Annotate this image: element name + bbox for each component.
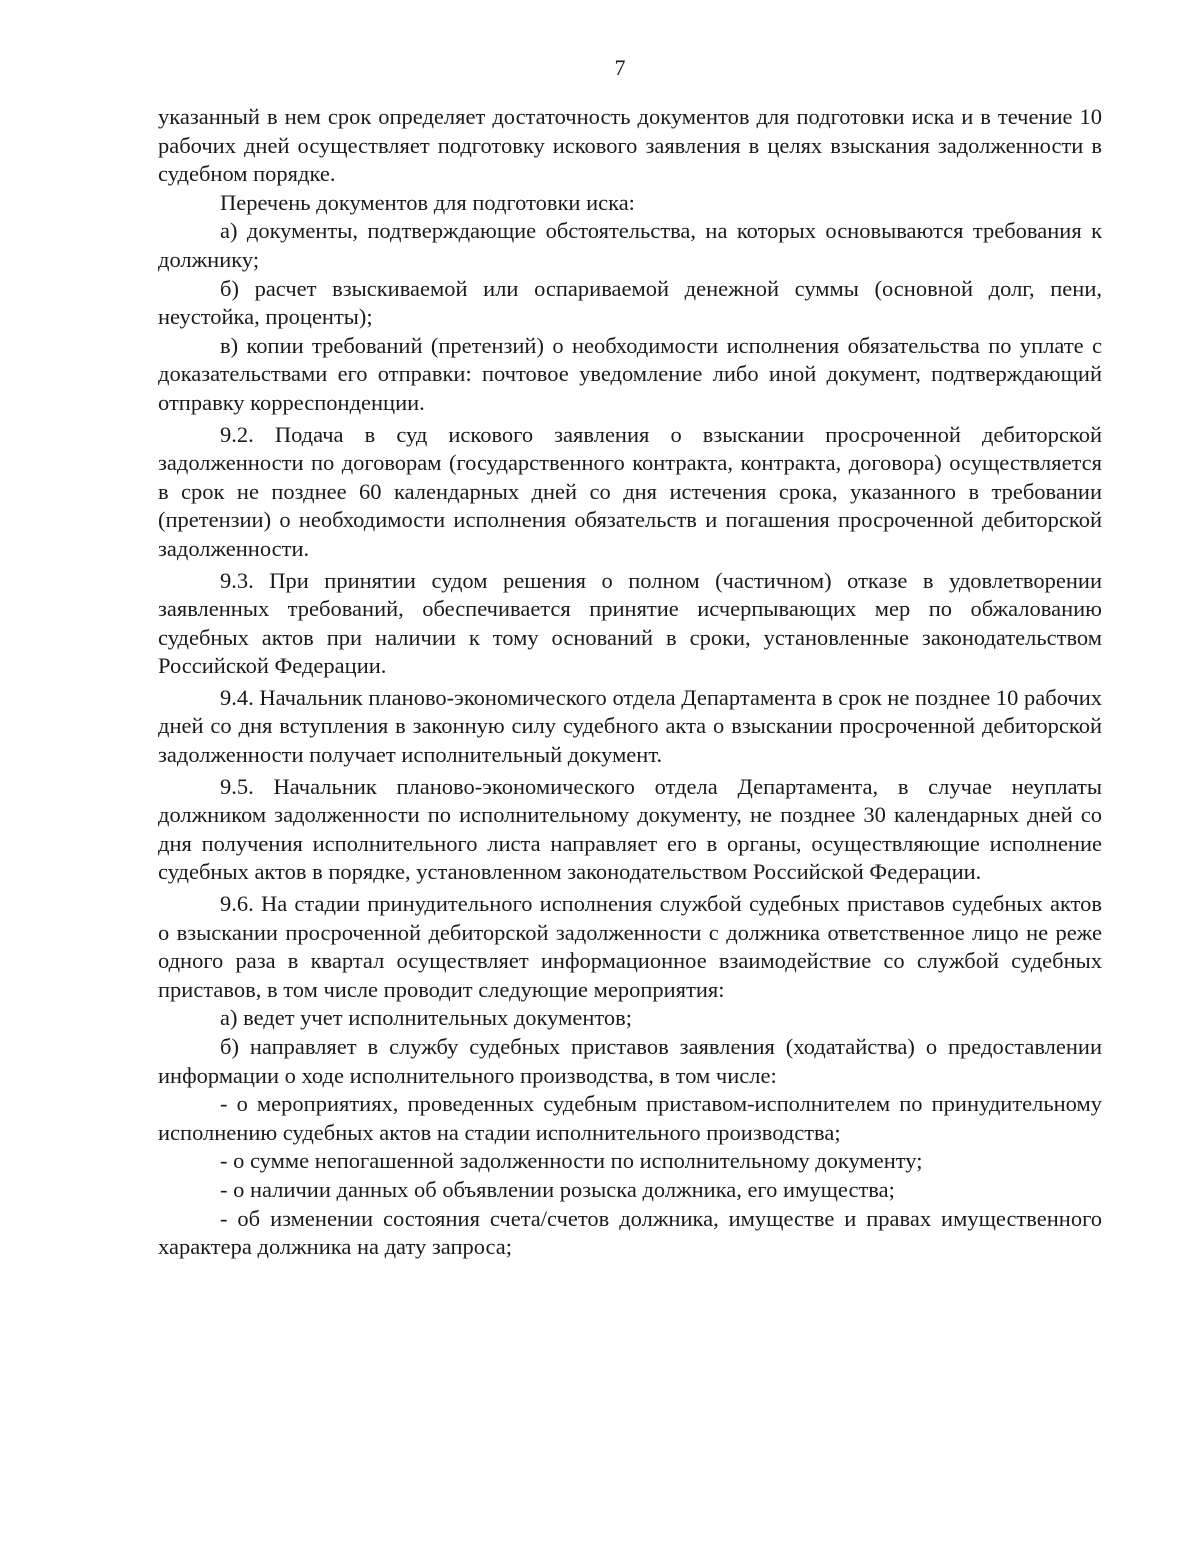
paragraph-item-a: а) документы, подтверждающие обстоятельства, на которых основываются требования к должнику;: [158, 218, 1102, 272]
paragraph-item-v: в) копии требований (претензий) о необходимости исполнения обязательства по уплате с доказательствами его отправки: почтовое уведомление либо иной документ, подтверждающий отправку корреспонденции.: [158, 332, 1102, 415]
paragraph-bullet-search: - о наличии данных об объявлении розыска должника, его имущества;: [220, 1176, 895, 1202]
paragraph-9-5: 9.5. Начальник планово-экономического отдела Департамента, в случае неуплаты должником задолженности по исполнительному документу, не позднее 30 календарных дней со дня получения исполнительного листа направляет его в органы, осуществляющие исполнение судебных актов в порядке, установленном законодательством Российской Федерации.: [158, 773, 1102, 885]
paragraph-item-b: б) расчет взыскиваемой или оспариваемой денежной суммы (основной долг, пени, неустойка, проценты);: [158, 275, 1102, 330]
paragraph-bullet-measures: - о мероприятиях, проведенных судебным приставом-исполнителем по принудительному исполнению судебных актов на стадии исполнительного производства;: [158, 1091, 1102, 1145]
page-number: 7: [614, 55, 626, 80]
paragraph-9-3: 9.3. При принятии судом решения о полном (частичном) отказе в удовлетворении заявленных требований, обеспечивается принятие исчерпывающих мер по обжалованию судебных актов при наличии к тому оснований в сроки, установленные законодательством Российской Федерации.: [158, 567, 1102, 679]
paragraph-9-2: 9.2. Подача в суд искового заявления о взыскании просроченной дебиторской задолженности по договорам (государственного контракта, контракта, договора) осуществляется в срок не позднее 60 календарных дней со дня истечения срока, указанного в требовании (претензии) о необходимости исполнения обязательств и погашения просроченной дебиторской задолженности.: [158, 421, 1102, 561]
paragraph-continuation: указанный в нем срок определяет достаточность документов для подготовки иска и в течение 10 рабочих дней осуществляет подготовку искового заявления в целях взыскания задолженности в судебном порядке.: [158, 104, 1102, 187]
paragraph-9-6-item-a: а) ведет учет исполнительных документов;: [220, 1005, 633, 1031]
document-body: [158, 103, 1102, 1262]
paragraph-9-6-item-b: б) направляет в службу судебных приставов заявления (ходатайства) о предоставлении информации о ходе исполнительного производства, в том числе:: [158, 1034, 1102, 1088]
paragraph-bullet-accounts: - об изменении состояния счета/счетов должника, имуществе и правах имущественного характера должника на дату запроса;: [158, 1205, 1102, 1260]
paragraph-9-6: 9.6. На стадии принудительного исполнения службой судебных приставов судебных актов о взыскании просроченной дебиторской задолженности с должника ответственное лицо не реже одного раза в квартал осуществляет информационное взаимодействие со службой судебных приставов, в том числе проводит следующие мероприятия:: [158, 891, 1102, 1002]
paragraph-documents-list-heading: Перечень документов для подготовки иска:: [220, 189, 635, 215]
paragraph-9-4: 9.4. Начальник планово-экономического отдела Департамента в срок не позднее 10 рабочих дней со дня вступления в законную силу судебного акта о взыскании просроченной дебиторской задолженности получает исполнительный документ.: [158, 684, 1102, 768]
paragraph-bullet-debt-sum: - о сумме непогашенной задолженности по исполнительному документу;: [220, 1148, 923, 1174]
